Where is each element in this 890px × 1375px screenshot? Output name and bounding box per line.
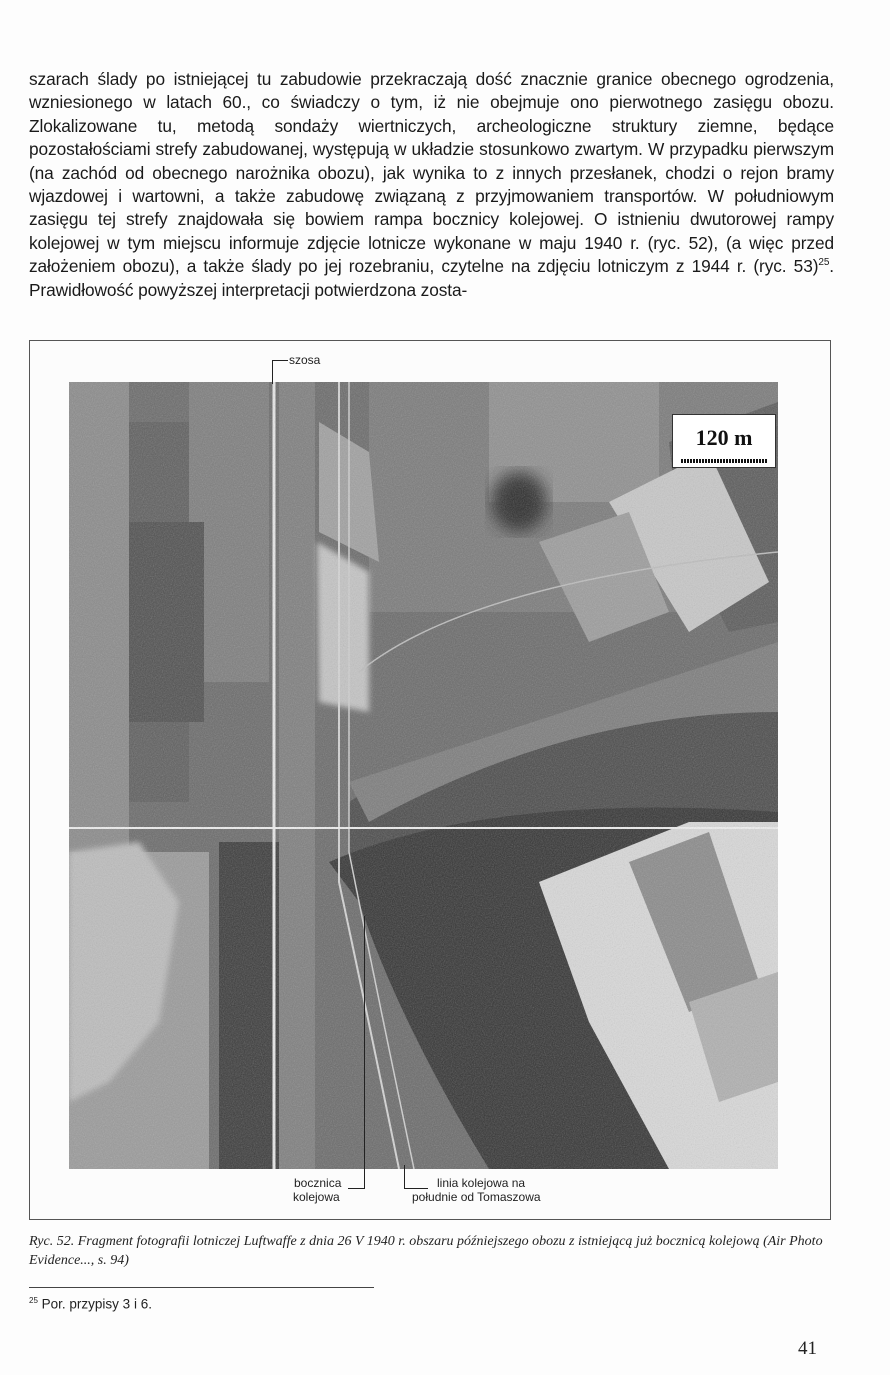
szosa-leader-horizontal bbox=[272, 360, 288, 361]
label-linia-line2: południe od Tomaszowa bbox=[412, 1190, 541, 1204]
linia-leader-vertical bbox=[404, 1165, 405, 1189]
szosa-leader-vertical bbox=[272, 360, 273, 384]
footnote bbox=[29, 1296, 152, 1312]
aerial-photo bbox=[69, 382, 778, 1169]
body-paragraph bbox=[29, 68, 834, 302]
body-text-main: szarach ślady po istniejącej tu zabudowie przekraczają dość znacznie granice obecnego ogrodzenia, wzniesionego w latach 60., co świadczy o tym, iż nie obejmuje ono pierwotnego zasięgu obozu. Zlokalizowane tu, metodą sondaży wiertniczych, archeologiczne struktury ziemne, będące pozostałościami strefy zabudowanej, występują w układzie stosunkowo zwartym. W przypadku pierwszym (na zachód od obecnego narożnika obozu), jak wynika to z innych przesłanek, chodzi o rejon bramy wjazdowej i wartowni, a także zabudowę związaną z przyjmowaniem transportów. W południowym zasięgu tej strefy znajdowała się bowiem rampa bocznicy kolejowej. O istnieniu dwutorowej rampy kolejowej w tym miejscu informuje zdjęcie lotnicze wykonane w maju 1940 r. (ryc. 52), (a więc przed założeniem obozu), a także ślady po jej rozebraniu, czytelne na zdjęciu lotniczym z 1944 r. (ryc. 53) bbox=[29, 69, 834, 277]
footnote-number: 25 bbox=[29, 1296, 38, 1305]
body-text-tail: . Prawidłowość powyższej interpretacji potwierdzona zosta- bbox=[29, 256, 834, 300]
label-szosa: szosa bbox=[289, 353, 321, 367]
bocznica-leader-vertical bbox=[364, 916, 365, 1188]
figure-caption: Ryc. 52. Fragment fotografii lotniczej Luftwaffe z dnia 26 V 1940 r. obszaru późniejszego obozu z istniejącą już bocznicą kolejową (Air Photo Evidence..., s. 94) bbox=[29, 1234, 823, 1268]
bocznica-leader-horizontal bbox=[348, 1188, 365, 1189]
footnote-text: Por. przypisy 3 i 6. bbox=[37, 1296, 152, 1312]
linia-leader-horizontal bbox=[404, 1188, 428, 1189]
footnote-ref[interactable]: 25 bbox=[818, 257, 830, 269]
footnote-rule bbox=[29, 1287, 374, 1288]
label-bocznica-line2: kolejowa bbox=[293, 1190, 340, 1204]
scale-label: 120 m bbox=[695, 425, 753, 450]
label-linia-line1: linia kolejowa na bbox=[437, 1176, 526, 1190]
page-number: 41 bbox=[798, 1338, 817, 1359]
scale-bar bbox=[681, 459, 767, 463]
label-bocznica-line1: bocznica bbox=[294, 1176, 342, 1190]
scale-box bbox=[672, 414, 776, 468]
